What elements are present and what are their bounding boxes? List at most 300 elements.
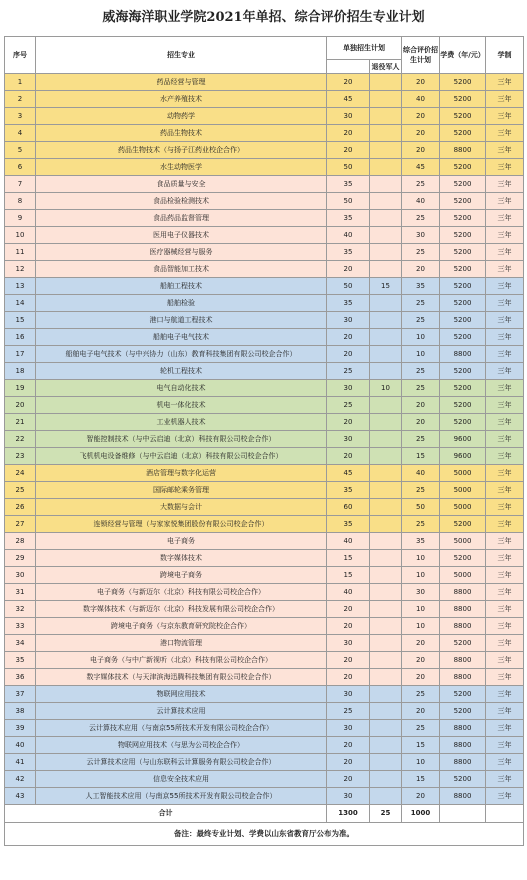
row-duration: 三年: [486, 431, 524, 448]
row-duration: 三年: [486, 686, 524, 703]
table-row: [5, 754, 524, 771]
row-index: 2: [5, 91, 36, 108]
row-comprehensive: 25: [402, 363, 440, 380]
row-index: 36: [5, 669, 36, 686]
table-row: [5, 533, 524, 550]
table-row: [5, 567, 524, 584]
row-single-plan: 30: [327, 788, 370, 805]
row-comprehensive: 20: [402, 397, 440, 414]
row-duration: 三年: [486, 329, 524, 346]
row-single-plan: 20: [327, 261, 370, 278]
table-row: [5, 125, 524, 142]
row-comprehensive: 25: [402, 295, 440, 312]
row-single-plan: 20: [327, 142, 370, 159]
row-retired: [370, 788, 402, 805]
header-comprehensive: 综合评价招生计划: [402, 37, 440, 74]
row-tuition: 5200: [440, 312, 486, 329]
row-retired: [370, 737, 402, 754]
row-index: 20: [5, 397, 36, 414]
header-single-plan: 单独招生计划: [327, 37, 402, 60]
table-body: [5, 74, 524, 805]
row-retired: [370, 261, 402, 278]
row-duration: 三年: [486, 244, 524, 261]
row-comprehensive: 30: [402, 584, 440, 601]
row-tuition: 5200: [440, 295, 486, 312]
row-major: 药品经营与管理: [36, 74, 327, 91]
row-duration: 三年: [486, 516, 524, 533]
total-comprehensive: 1000: [402, 805, 440, 823]
row-tuition: 5200: [440, 635, 486, 652]
row-duration: 三年: [486, 567, 524, 584]
table-row: [5, 329, 524, 346]
row-major: 数字媒体技术: [36, 550, 327, 567]
row-duration: 三年: [486, 363, 524, 380]
row-retired: [370, 635, 402, 652]
row-comprehensive: 10: [402, 601, 440, 618]
table-row: [5, 227, 524, 244]
row-tuition: 5200: [440, 210, 486, 227]
row-index: 13: [5, 278, 36, 295]
row-duration: 三年: [486, 618, 524, 635]
row-retired: 15: [370, 278, 402, 295]
row-major: 跨境电子商务（与京东教育研究院校企合作）: [36, 618, 327, 635]
row-single-plan: 20: [327, 329, 370, 346]
row-single-plan: 30: [327, 686, 370, 703]
header-duration: 学制: [486, 37, 524, 74]
row-index: 22: [5, 431, 36, 448]
row-tuition: 5000: [440, 567, 486, 584]
row-tuition: 5000: [440, 482, 486, 499]
row-comprehensive: 20: [402, 74, 440, 91]
total-retired: 25: [370, 805, 402, 823]
row-tuition: 8800: [440, 584, 486, 601]
table-row: [5, 431, 524, 448]
row-major: 物联网应用技术: [36, 686, 327, 703]
row-index: 26: [5, 499, 36, 516]
row-tuition: 5200: [440, 176, 486, 193]
row-retired: [370, 720, 402, 737]
row-major: 港口物流管理: [36, 635, 327, 652]
table-row: [5, 720, 524, 737]
row-major: 医疗器械经营与服务: [36, 244, 327, 261]
row-comprehensive: 40: [402, 465, 440, 482]
row-major: 船舶检验: [36, 295, 327, 312]
row-tuition: 8800: [440, 788, 486, 805]
row-retired: [370, 193, 402, 210]
row-major: 信息安全技术应用: [36, 771, 327, 788]
header-major: 招生专业: [36, 37, 327, 74]
row-duration: 三年: [486, 533, 524, 550]
header-tuition: 学费（年/元）: [440, 37, 486, 74]
row-duration: 三年: [486, 91, 524, 108]
row-comprehensive: 15: [402, 448, 440, 465]
row-tuition: 8800: [440, 618, 486, 635]
row-tuition: 5200: [440, 74, 486, 91]
row-retired: [370, 91, 402, 108]
row-tuition: 8800: [440, 346, 486, 363]
row-tuition: 5000: [440, 533, 486, 550]
table-row: [5, 788, 524, 805]
table-row: [5, 346, 524, 363]
row-comprehensive: 25: [402, 431, 440, 448]
row-comprehensive: 25: [402, 210, 440, 227]
row-single-plan: 50: [327, 159, 370, 176]
row-index: 8: [5, 193, 36, 210]
row-comprehensive: 10: [402, 754, 440, 771]
row-single-plan: 35: [327, 244, 370, 261]
row-major: 电子商务（与中广新视听（北京）科技有限公司校企合作）: [36, 652, 327, 669]
header-retired: 退役军人: [370, 60, 402, 74]
row-tuition: 5200: [440, 227, 486, 244]
row-duration: 三年: [486, 210, 524, 227]
row-duration: 三年: [486, 278, 524, 295]
row-duration: 三年: [486, 448, 524, 465]
header-single-blank: [327, 60, 370, 74]
row-retired: [370, 618, 402, 635]
row-comprehensive: 25: [402, 312, 440, 329]
row-duration: 三年: [486, 414, 524, 431]
row-tuition: 8800: [440, 142, 486, 159]
row-duration: 三年: [486, 74, 524, 91]
row-index: 28: [5, 533, 36, 550]
row-comprehensive: 20: [402, 414, 440, 431]
table-row: [5, 312, 524, 329]
row-single-plan: 40: [327, 227, 370, 244]
row-single-plan: 30: [327, 635, 370, 652]
row-retired: [370, 227, 402, 244]
row-major: 水生动物医学: [36, 159, 327, 176]
row-single-plan: 20: [327, 125, 370, 142]
row-major: 物联网应用技术（与思为公司校企合作）: [36, 737, 327, 754]
row-retired: [370, 312, 402, 329]
row-major: 飞机机电设备维修（与中云启迪（北京）科技有限公司校企合作）: [36, 448, 327, 465]
row-retired: [370, 142, 402, 159]
row-comprehensive: 40: [402, 91, 440, 108]
row-single-plan: 15: [327, 567, 370, 584]
total-duration: [486, 805, 524, 823]
row-index: 14: [5, 295, 36, 312]
row-major: 机电一体化技术: [36, 397, 327, 414]
row-tuition: 5200: [440, 686, 486, 703]
row-index: 15: [5, 312, 36, 329]
row-duration: 三年: [486, 788, 524, 805]
row-index: 7: [5, 176, 36, 193]
row-major: 工业机器人技术: [36, 414, 327, 431]
row-index: 38: [5, 703, 36, 720]
row-duration: 三年: [486, 346, 524, 363]
table-row: [5, 652, 524, 669]
row-index: 31: [5, 584, 36, 601]
table-row: [5, 244, 524, 261]
table-row: [5, 771, 524, 788]
row-major: 食品检验检测技术: [36, 193, 327, 210]
row-comprehensive: 20: [402, 635, 440, 652]
row-retired: [370, 482, 402, 499]
row-index: 33: [5, 618, 36, 635]
table-row: [5, 635, 524, 652]
row-retired: [370, 703, 402, 720]
row-duration: 三年: [486, 142, 524, 159]
table-row: [5, 108, 524, 125]
row-comprehensive: 25: [402, 380, 440, 397]
row-retired: [370, 448, 402, 465]
note-row: [5, 823, 524, 846]
row-index: 6: [5, 159, 36, 176]
row-index: 25: [5, 482, 36, 499]
row-major: 医用电子仪器技术: [36, 227, 327, 244]
row-duration: 三年: [486, 720, 524, 737]
row-major: 电子商务: [36, 533, 327, 550]
row-retired: [370, 567, 402, 584]
table-row: [5, 686, 524, 703]
row-retired: [370, 397, 402, 414]
row-index: 23: [5, 448, 36, 465]
row-index: 29: [5, 550, 36, 567]
row-major: 数字媒体技术（与天津滨海迅腾科技集团有限公司校企合作）: [36, 669, 327, 686]
row-retired: [370, 771, 402, 788]
row-comprehensive: 20: [402, 125, 440, 142]
row-index: 17: [5, 346, 36, 363]
row-major: 国际邮轮乘务管理: [36, 482, 327, 499]
row-single-plan: 30: [327, 720, 370, 737]
table-header-row: [5, 37, 524, 60]
row-duration: 三年: [486, 261, 524, 278]
row-comprehensive: 35: [402, 278, 440, 295]
row-major: 食品智能加工技术: [36, 261, 327, 278]
row-retired: [370, 108, 402, 125]
row-comprehensive: 10: [402, 346, 440, 363]
total-tuition: [440, 805, 486, 823]
row-comprehensive: 20: [402, 669, 440, 686]
row-duration: 三年: [486, 584, 524, 601]
row-tuition: 5200: [440, 414, 486, 431]
row-comprehensive: 20: [402, 788, 440, 805]
row-major: 船舶工程技术: [36, 278, 327, 295]
row-major: 船舶电子电气技术（与中兴协力（山东）教育科技集团有限公司校企合作）: [36, 346, 327, 363]
total-label: 合计: [5, 805, 327, 823]
row-single-plan: 40: [327, 584, 370, 601]
row-single-plan: 25: [327, 397, 370, 414]
row-major: 食品药品监督管理: [36, 210, 327, 227]
row-duration: 三年: [486, 754, 524, 771]
row-single-plan: 20: [327, 448, 370, 465]
row-tuition: 9600: [440, 431, 486, 448]
row-major: 水产养殖技术: [36, 91, 327, 108]
row-index: 21: [5, 414, 36, 431]
row-retired: [370, 499, 402, 516]
row-single-plan: 30: [327, 380, 370, 397]
row-major: 船舶电子电气技术: [36, 329, 327, 346]
table-row: [5, 618, 524, 635]
row-single-plan: 60: [327, 499, 370, 516]
row-major: 药品生物技术: [36, 125, 327, 142]
row-major: 连锁经营与管理（与家家悦集团股份有限公司校企合作）: [36, 516, 327, 533]
row-comprehensive: 10: [402, 567, 440, 584]
row-index: 3: [5, 108, 36, 125]
total-single: 1300: [327, 805, 370, 823]
row-single-plan: 20: [327, 414, 370, 431]
table-row: [5, 737, 524, 754]
row-tuition: 8800: [440, 720, 486, 737]
row-major: 轮机工程技术: [36, 363, 327, 380]
row-comprehensive: 20: [402, 261, 440, 278]
row-major: 云计算技术应用（与南京55所技术开发有限公司校企合作）: [36, 720, 327, 737]
row-comprehensive: 25: [402, 244, 440, 261]
enrollment-plan-table: [4, 36, 524, 846]
table-row: [5, 380, 524, 397]
row-retired: [370, 652, 402, 669]
row-comprehensive: 10: [402, 618, 440, 635]
table-row: [5, 516, 524, 533]
row-major: 药品生物技术（与扬子江药业校企合作）: [36, 142, 327, 159]
row-tuition: 5200: [440, 380, 486, 397]
page-title: 威海海洋职业学院2021年单招、综合评价招生专业计划: [102, 10, 425, 25]
row-retired: [370, 754, 402, 771]
row-duration: 三年: [486, 312, 524, 329]
header-index: 序号: [5, 37, 36, 74]
row-comprehensive: 25: [402, 686, 440, 703]
row-tuition: 5200: [440, 125, 486, 142]
row-tuition: 5200: [440, 159, 486, 176]
row-single-plan: 50: [327, 278, 370, 295]
table-row: [5, 550, 524, 567]
row-single-plan: 45: [327, 91, 370, 108]
table-row: [5, 601, 524, 618]
row-comprehensive: 25: [402, 720, 440, 737]
row-duration: 三年: [486, 397, 524, 414]
table-row: [5, 261, 524, 278]
row-index: 37: [5, 686, 36, 703]
row-tuition: 5200: [440, 397, 486, 414]
row-duration: 三年: [486, 108, 524, 125]
table-row: [5, 448, 524, 465]
row-tuition: 8800: [440, 754, 486, 771]
row-index: 40: [5, 737, 36, 754]
row-tuition: 8800: [440, 652, 486, 669]
row-duration: 三年: [486, 601, 524, 618]
row-retired: [370, 431, 402, 448]
row-retired: [370, 686, 402, 703]
table-row: [5, 278, 524, 295]
row-major: 云计算技术应用: [36, 703, 327, 720]
table-row: [5, 363, 524, 380]
row-retired: [370, 414, 402, 431]
row-tuition: 8800: [440, 737, 486, 754]
row-retired: [370, 363, 402, 380]
row-retired: [370, 550, 402, 567]
row-retired: [370, 244, 402, 261]
row-tuition: 5200: [440, 244, 486, 261]
row-retired: [370, 601, 402, 618]
table-row: [5, 499, 524, 516]
row-single-plan: 20: [327, 618, 370, 635]
row-index: 9: [5, 210, 36, 227]
row-tuition: 5200: [440, 91, 486, 108]
row-tuition: 5200: [440, 771, 486, 788]
row-retired: [370, 669, 402, 686]
table-row: [5, 159, 524, 176]
row-tuition: 5200: [440, 278, 486, 295]
table-row: [5, 74, 524, 91]
row-index: 39: [5, 720, 36, 737]
row-single-plan: 20: [327, 669, 370, 686]
row-duration: 三年: [486, 550, 524, 567]
row-duration: 三年: [486, 669, 524, 686]
row-comprehensive: 20: [402, 703, 440, 720]
row-comprehensive: 25: [402, 482, 440, 499]
row-tuition: 5200: [440, 550, 486, 567]
row-retired: [370, 210, 402, 227]
row-index: 42: [5, 771, 36, 788]
row-major: 智能控制技术（与中云启迪（北京）科技有限公司校企合作）: [36, 431, 327, 448]
row-duration: 三年: [486, 380, 524, 397]
row-comprehensive: 45: [402, 159, 440, 176]
row-comprehensive: 35: [402, 533, 440, 550]
row-major: 电气自动化技术: [36, 380, 327, 397]
row-index: 32: [5, 601, 36, 618]
row-major: 港口与航道工程技术: [36, 312, 327, 329]
row-duration: 三年: [486, 465, 524, 482]
row-single-plan: 50: [327, 193, 370, 210]
row-duration: 三年: [486, 227, 524, 244]
row-single-plan: 30: [327, 431, 370, 448]
row-retired: [370, 346, 402, 363]
row-index: 43: [5, 788, 36, 805]
table-row: [5, 703, 524, 720]
row-index: 1: [5, 74, 36, 91]
row-single-plan: 20: [327, 754, 370, 771]
row-duration: 三年: [486, 635, 524, 652]
row-single-plan: 30: [327, 108, 370, 125]
row-major: 跨境电子商务: [36, 567, 327, 584]
row-major: 酒店管理与数字化运营: [36, 465, 327, 482]
row-tuition: 5200: [440, 261, 486, 278]
row-single-plan: 35: [327, 210, 370, 227]
table-row: [5, 482, 524, 499]
row-index: 18: [5, 363, 36, 380]
row-tuition: 5200: [440, 329, 486, 346]
row-comprehensive: 30: [402, 227, 440, 244]
row-index: 4: [5, 125, 36, 142]
row-major: 动物药学: [36, 108, 327, 125]
row-retired: [370, 159, 402, 176]
table-row: [5, 414, 524, 431]
row-tuition: 8800: [440, 669, 486, 686]
row-tuition: 8800: [440, 601, 486, 618]
table-row: [5, 91, 524, 108]
row-tuition: 5200: [440, 193, 486, 210]
row-single-plan: 45: [327, 465, 370, 482]
row-single-plan: 35: [327, 516, 370, 533]
row-single-plan: 25: [327, 363, 370, 380]
row-retired: [370, 125, 402, 142]
row-duration: 三年: [486, 176, 524, 193]
row-duration: 三年: [486, 193, 524, 210]
row-comprehensive: 25: [402, 516, 440, 533]
row-duration: 三年: [486, 771, 524, 788]
table-row: [5, 142, 524, 159]
row-single-plan: 20: [327, 601, 370, 618]
row-single-plan: 20: [327, 771, 370, 788]
table-row: [5, 210, 524, 227]
row-retired: [370, 533, 402, 550]
row-single-plan: 40: [327, 533, 370, 550]
row-index: 10: [5, 227, 36, 244]
row-tuition: 5200: [440, 108, 486, 125]
row-comprehensive: 15: [402, 737, 440, 754]
row-major: 数字媒体技术（与新迈尔（北京）科技发展有限公司校企合作）: [36, 601, 327, 618]
table-row: [5, 584, 524, 601]
